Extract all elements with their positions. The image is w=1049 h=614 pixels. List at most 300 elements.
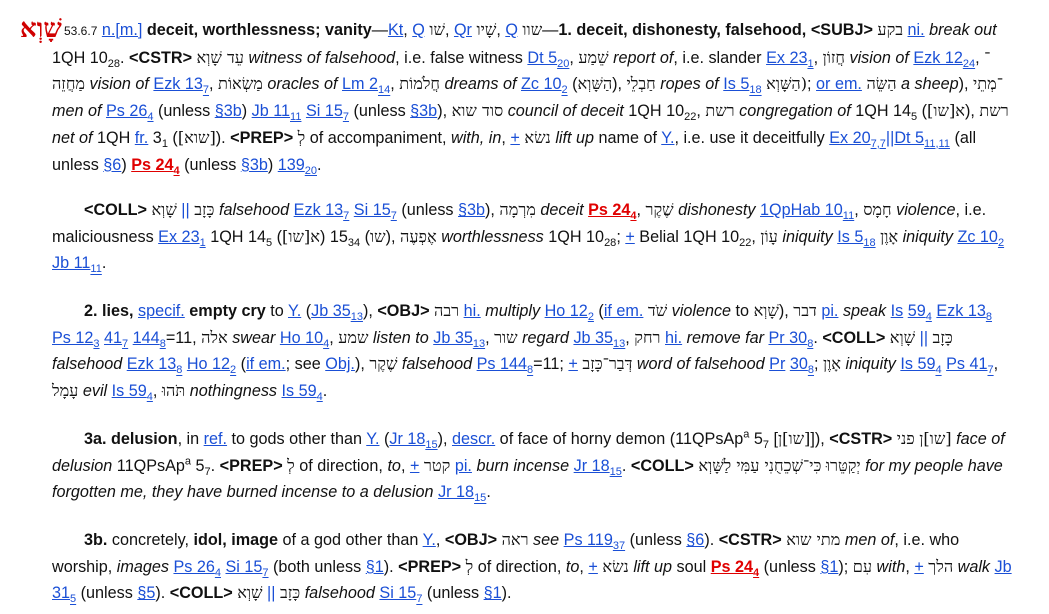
reference-link[interactable]: Jb 31 [52,557,1012,603]
text-segment: deceit, worthlessness; vanity [146,21,372,39]
text-segment: worthlessness [441,227,544,246]
text-segment: concretely, [111,531,194,549]
hebrew-word: שׁו [429,20,445,39]
reference-link[interactable]: Y. [287,302,302,320]
text-segment: up [576,128,595,147]
reference-link[interactable]: || [181,201,190,219]
text-segment: , [435,531,445,549]
reference-link[interactable]: 13 [350,311,363,324]
reference-link[interactable]: 7 [202,84,210,97]
reference-link[interactable]: 144 [132,328,160,347]
text-segment: a sheep [901,75,959,94]
text-segment: <PREP> [230,128,298,147]
text-segment: . [322,382,328,401]
text-segment: , [390,75,400,94]
reference-link[interactable]: Ho 12 [186,355,231,374]
reference-link[interactable]: Dt 5 [894,128,925,147]
text-segment: <COLL> [822,328,890,347]
reference-link[interactable]: Obj. [325,355,355,374]
hebrew-word: שָׁוְא [889,327,916,347]
reference-link[interactable]: || [267,584,276,603]
text-segment: <PREP> [219,456,288,475]
reference-link[interactable]: 59 [907,302,926,320]
text-segment: 5 [911,111,918,124]
text-segment: , in [177,430,204,448]
sense-paragraph-3a [52,426,1012,506]
reference-link[interactable]: Ho 10 [279,328,324,347]
reference-link[interactable]: 8 [159,337,166,350]
reference-link[interactable]: Ex 20 [829,128,871,147]
text-segment: <PREP> [398,557,466,576]
reference-link[interactable]: 8 [527,364,534,377]
reference-link[interactable]: Jb 35 [433,328,473,347]
reference-link[interactable]: §5 [137,584,156,603]
text-segment: ), [778,302,794,320]
reference-link[interactable]: 2 [997,236,1005,249]
text-segment: 7 [762,439,769,452]
reference-link[interactable]: 41 [104,328,123,347]
text-segment: listen to [372,328,429,347]
hebrew-word: אָוֶן [880,226,899,246]
text-segment: report of [613,48,674,67]
reference-link[interactable]: 139 [277,155,305,174]
reference-link[interactable]: 4 [925,311,932,324]
reference-link[interactable]: Kt [387,21,404,39]
reference-link[interactable]: 30 [789,355,808,374]
reference-link[interactable]: pi. [821,302,839,320]
reference-link[interactable]: ref. [203,430,228,448]
hebrew-word: עֵד שָׁוְא [196,47,244,67]
reference-link[interactable]: Ezk 13 [293,201,344,219]
hebrew-word: חֲלֹמוֹת [399,74,441,94]
reference-link[interactable]: Ps 26 [173,557,215,576]
hebrew-word: סוד שוא [451,101,504,121]
text-segment: oracles of [267,75,338,94]
hebrew-word: ־מְתֵי [973,74,1003,94]
reference-link[interactable]: 7 [390,210,397,223]
hebrew-word: חָמָס [863,200,892,219]
text-segment: face of delusion [52,430,1005,475]
text-segment: net of [52,128,93,147]
text-segment: (unless [759,557,821,576]
sense-paragraph-3b [52,527,1012,607]
hebrew-word: פני [896,429,915,448]
reference-link[interactable]: 4 [323,337,330,350]
text-segment: , [854,201,864,219]
text-segment: , [696,102,706,121]
reference-link[interactable]: specif. [138,302,185,320]
reference-link[interactable]: Dt 5 [527,48,558,67]
reference-link[interactable]: 7 [122,337,129,350]
text-segment: ). [501,584,512,603]
reference-link[interactable]: 8 [985,311,992,324]
reference-link[interactable]: 13 [472,337,486,350]
hebrew-word: ־מַחֲזֵה [52,47,991,94]
reference-link[interactable]: 1QpHab 10 [760,201,843,219]
reference-link[interactable]: Jb 35 [311,302,351,320]
reference-link[interactable]: 5 [70,593,77,606]
reference-link[interactable]: 7 [416,593,423,606]
text-segment: ), [958,75,974,94]
reference-link[interactable]: + [510,128,520,147]
text-segment: 2. lies, [84,302,138,320]
text-segment: multiply [485,302,541,320]
reference-link[interactable]: Is 59 [281,382,317,401]
reference-link[interactable]: + [409,456,420,475]
reference-link[interactable]: Q [412,21,425,39]
text-segment: 3a. delusion [84,430,178,448]
text-segment: <OBJ> [377,302,435,320]
reference-link[interactable]: Pr 30 [768,328,808,347]
reference-link[interactable]: Jr 18 [573,456,610,475]
text-segment: nothingness [189,382,278,401]
text-segment: deceit [540,201,584,219]
text-segment: , [329,328,339,347]
reference-link[interactable]: §6 [686,531,705,549]
reference-link[interactable]: 2 [587,311,594,324]
reference-link[interactable]: 18 [749,84,762,97]
reference-link[interactable]: 4 [214,566,221,579]
reference-link[interactable]: Ex 23 [766,48,808,67]
text-segment: (both unless [268,557,366,576]
reference-link[interactable]: Y. [422,531,436,549]
text-segment: ( [593,302,604,320]
text-segment: of a god other than [278,531,423,549]
reference-link[interactable]: 11,11 [924,138,950,151]
hebrew-word: רבה [434,301,460,320]
text-segment: ), [385,227,401,246]
reference-link[interactable]: 14 [378,84,391,97]
reference-link[interactable]: 7,7 [870,138,886,151]
reference-link[interactable]: 8 [807,337,814,350]
reference-link[interactable]: 11 [842,210,855,223]
highlighted-reference-link[interactable]: Ps 24 [588,201,631,219]
reference-link[interactable]: Is 5 [837,227,864,246]
reference-link[interactable]: Ps 144 [476,355,528,374]
text-segment: men of [844,531,895,549]
text-segment: 22 [684,111,697,124]
reference-link[interactable]: Si 15 [379,584,417,603]
text-segment: 28 [107,57,121,70]
text-segment: 3 [148,128,162,147]
text-segment: ( [567,75,578,94]
text-segment: remove far [686,328,764,347]
text-segment: (unless [625,531,687,549]
reference-link[interactable]: 1 [807,57,814,70]
reference-link[interactable]: Ezk 13 [126,355,177,374]
reference-link[interactable]: Zc 10 [521,75,562,94]
reference-link[interactable]: §1 [365,557,384,576]
text-segment: , [751,227,761,246]
reference-link[interactable]: §6 [103,155,122,174]
text-segment: ). [383,557,399,576]
reference-link[interactable]: 7 [342,111,349,124]
hebrew-word: קטר [423,455,451,475]
reference-link[interactable]: + [568,355,578,374]
reference-link[interactable]: ni. [907,21,925,39]
text-segment: ; see [285,355,326,374]
text-segment: . [621,456,631,475]
reference-link[interactable]: Jr 18 [389,430,426,448]
hebrew-word: שָׁוְא [237,583,263,603]
reference-link[interactable]: Jb 35 [573,328,614,347]
text-segment: ), [485,201,500,219]
reference-link[interactable]: 2 [561,84,568,97]
text-segment: . [101,254,107,273]
reference-link[interactable]: + [588,557,598,576]
hebrew-word: שָׁיו [476,20,497,39]
hebrew-word: חֲזוֹן [822,47,845,67]
hebrew-word: א[שו] [927,101,965,121]
reference-link[interactable]: n.[m.] [101,21,143,39]
text-segment: violence [671,302,732,320]
reference-link[interactable]: 7 [987,364,994,377]
text-segment: 5 [266,236,273,249]
text-segment: , [975,48,985,67]
reference-link[interactable]: Si 15 [225,557,263,576]
text-segment: <CSTR> [718,531,787,549]
text-segment: 10 [666,102,685,121]
reference-link[interactable]: Jb 11 [251,102,291,121]
reference-link[interactable]: 4 [316,391,323,404]
text-segment: ), [612,75,627,94]
reference-link[interactable]: Ho 12 [544,302,588,320]
reference-link[interactable]: Is [890,302,904,320]
text-segment: ( [167,128,178,147]
text-segment: ), [965,102,980,121]
reference-link[interactable]: 37 [612,540,626,553]
reference-link[interactable]: pi. [454,456,472,475]
text-segment: , [152,382,162,401]
text-segment: . [210,456,220,475]
text-segment: ( [379,430,390,448]
hebrew-word: מַשְׂאוֹת [218,74,263,94]
reference-link[interactable]: 15 [609,465,622,478]
text-segment: images [116,557,169,576]
text-segment: of accompaniment, [305,128,452,147]
reference-link[interactable]: fr. [134,128,149,147]
text-segment: dishonesty [678,201,756,219]
reference-link[interactable]: Ezk 13 [936,302,986,320]
reference-link[interactable]: Ezk 13 [153,75,203,94]
reference-link[interactable]: 15 [425,439,438,452]
text-segment: speak [842,302,887,320]
text-segment: , i.e. use it deceitfully [674,128,830,147]
text-segment: , [579,557,589,576]
reference-link[interactable]: 8 [176,364,183,377]
text-segment: 1. deceit, dishonesty, falsehood, [558,21,811,39]
text-segment: , [501,128,511,147]
text-segment: falsehood [304,584,375,603]
reference-link[interactable]: §3b [214,102,242,121]
text-segment: falsehood [401,355,473,374]
text-segment: 1QH 14 [205,227,266,246]
reference-link[interactable]: 3 [93,337,100,350]
reference-link[interactable]: §3b [410,102,438,121]
text-segment: ), [362,302,378,320]
hebrew-word: כָּזָב [932,327,953,347]
highlighted-reference-link[interactable]: Ps 24 [710,557,754,576]
reference-link[interactable]: || [885,128,895,147]
reference-link[interactable]: Qr [453,21,472,39]
reference-link[interactable]: 8 [807,364,814,377]
text-segment: break out [929,21,997,39]
text-segment: ( [236,355,247,374]
reference-link[interactable]: Si 15 [305,102,343,121]
text-segment: 1QH 10 [52,48,108,67]
paragraph-text [52,20,1009,177]
text-segment: soul [672,557,711,576]
text-segment: ( [272,227,283,246]
reference-link[interactable]: Q [505,21,518,39]
text-segment: [ [769,430,778,448]
hebrew-word: א[שו] [282,226,320,246]
reference-link[interactable]: or em. [816,75,862,94]
text-segment: 7 [204,465,211,478]
reference-link[interactable]: 7 [343,210,350,223]
reference-link[interactable]: 11 [90,263,102,276]
reference-link[interactable]: 24 [962,57,976,70]
text-segment: word of falsehood [636,355,765,374]
text-segment: 5 [191,456,205,475]
reference-link[interactable]: 4 [146,391,153,404]
reference-link[interactable]: 20 [557,57,570,70]
hebrew-word: [שו]ן [919,429,952,448]
hebrew-word: עָמָל [52,381,79,401]
hebrew-word: כָּזָב [194,200,215,219]
text-segment: to [387,456,401,475]
reference-link[interactable]: Y. [661,128,675,147]
text-segment: , i.e. slander [673,48,767,67]
reference-link[interactable]: 18 [863,236,876,249]
hebrew-word: מתי שוא [786,530,841,549]
text-segment: , [496,21,506,39]
text-segment: , [569,48,579,67]
text-segment: council of deceit [507,102,624,121]
reference-link[interactable]: Ps 26 [106,102,148,121]
reference-link[interactable]: if em. [246,355,286,374]
text-segment: name of [594,128,662,147]
reference-link[interactable]: §3b [240,155,268,174]
reference-link[interactable]: + [914,557,924,576]
highlighted-reference-link[interactable]: 4 [173,164,180,177]
reference-link[interactable]: §1 [483,584,502,603]
reference-link[interactable]: Is 5 [723,75,750,94]
reference-link[interactable]: 2 [230,364,237,377]
hebrew-word: ראה [501,530,529,549]
text-segment: 1QH [623,102,667,121]
reference-link[interactable]: if em. [603,302,644,320]
reference-link[interactable]: Ezk 12 [913,48,963,67]
text-segment: , [993,355,999,374]
text-segment: swear [232,328,276,347]
hebrew-word: הלך [928,556,954,576]
text-segment: 5 [749,430,763,448]
text-segment: <COLL> [84,201,152,219]
text-segment: to [731,302,754,320]
text-segment: . [317,155,322,174]
reference-link[interactable]: §1 [820,557,839,576]
reference-link[interactable]: Pr [769,355,786,374]
highlighted-reference-link[interactable]: 4 [753,566,760,579]
hebrew-word: שֶׁקֶר [645,200,674,219]
reference-link[interactable]: 1 [199,236,206,249]
reference-link[interactable]: Is 59 [900,355,936,374]
text-segment: ). [215,128,231,147]
reference-link[interactable]: 11 [290,111,302,124]
reference-link[interactable]: Jr 18 [438,483,475,502]
text-segment: ). [155,584,170,603]
reference-link[interactable]: 13 [613,337,626,350]
hebrew-word: תֹּהוּ [161,381,186,401]
reference-link[interactable]: Si 15 [353,201,391,219]
reference-link[interactable]: §3b [458,201,486,219]
hebrew-word: שמע [338,327,369,347]
text-segment: , [400,456,410,475]
highlighted-reference-link[interactable]: Ps 24 [131,155,174,174]
hebrew-word: אֶפְעֶה [400,226,437,246]
text-segment: , [894,531,904,549]
text-segment: ), [437,102,452,121]
reference-link[interactable]: 20 [304,164,317,177]
reference-link[interactable]: Is 59 [111,382,147,401]
text-segment: ); [838,557,853,576]
reference-link[interactable]: + [625,227,635,246]
text-segment: (unless [396,201,459,219]
reference-link[interactable]: hi. [665,328,683,347]
text-segment: men of [52,102,102,121]
reference-link[interactable]: Ex 23 [158,227,200,246]
reference-link[interactable]: 7 [262,566,269,579]
reference-link[interactable]: Ps 41 [946,355,988,374]
reference-link[interactable]: || [919,328,929,347]
hebrew-word: כָּזָב [279,583,301,603]
text-segment: with, in [451,128,502,147]
reference-link[interactable]: hi. [463,302,481,320]
text-segment: ( [301,302,312,320]
hebrew-word: חַבְלֵי [626,74,656,94]
text-segment: iniquity [902,227,953,246]
highlighted-reference-link[interactable]: 4 [630,210,637,223]
reference-link[interactable]: Ps 119 [563,531,613,549]
reference-link[interactable]: 15 [474,492,487,505]
reference-link[interactable]: Y. [366,430,380,448]
reference-link[interactable]: Lm 2 [342,75,378,94]
reference-link[interactable]: 4 [935,364,942,377]
reference-link[interactable]: Jb 11 [52,254,91,273]
hebrew-word: לְ [297,127,306,147]
text-segment: to [565,557,580,576]
text-segment: to [265,302,288,320]
hebrew-word: עָוֹן [760,226,778,246]
hebrew-word: דְּבַר־כָּזָב [582,354,633,374]
text-segment: , [444,21,454,39]
entry-reference-number: 53.6.7 [64,24,98,38]
text-segment: , [636,201,646,219]
reference-link[interactable]: 4 [147,111,154,124]
text-segment: , [813,48,823,67]
paragraph-text [52,428,1005,505]
reference-link[interactable]: Zc 10 [957,227,998,246]
hebrew-word: עִם [852,556,873,576]
text-segment: =11; [533,355,569,374]
text-segment: ( [917,102,928,121]
reference-link[interactable]: Ps 12 [52,328,94,347]
text-segment: ; [616,227,626,246]
reference-link[interactable]: descr. [452,430,496,448]
hebrew-word: יְקַטֵּרוּ [825,455,861,475]
text-segment: 28 [604,236,617,249]
